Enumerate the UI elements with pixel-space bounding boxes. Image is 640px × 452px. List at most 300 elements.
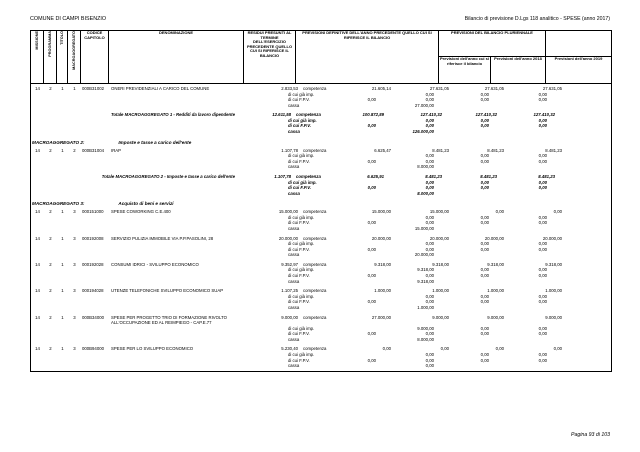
cell-residui: 9.352,97 [281,261,298,267]
cell-prev-2019: 0,00 [538,158,547,164]
cell-subrow-label: competenza [296,173,321,179]
cell-subrow-label: di cui F.P.V. [288,299,310,305]
cell-prev-2019: 0,00 [538,299,547,305]
cell-previsioni-definitive: 6.625,47 [374,147,391,153]
total-row [31,172,611,198]
cell-residui: 1.107,78 [274,173,291,179]
cell-prev-riferimento: 9.318,00 [417,267,434,273]
cell-prev-2018 [437,164,492,170]
cell-previsioni-definitive [328,305,379,311]
col-pluriennale: PREVISIONI DEL BILANCIO PLURIENNALE [439,31,546,57]
cell-previsioni-definitive: 0,00 [367,246,376,252]
cell-macroaggregato: 3 [73,346,76,352]
cell-prev-riferimento: 9.318,00 [432,261,449,267]
cell-prev-2018 [437,103,492,109]
cell-prev-riferimento: 0,00 [425,331,434,337]
header-right-title: Bilancio di previsione D.Lgs 118 analitico - SPESE (anno 2017) [464,16,610,22]
cell-prev-2019: 0,00 [538,97,547,103]
cell-titolo: 1 [61,209,64,215]
table-subrow [31,363,611,369]
header-left-title: COMUNE DI CAMPI BISENZIO [30,16,107,22]
table-row [31,313,611,345]
cell-prev-riferimento: 8.481,23 [432,147,449,153]
cell-previsioni-definitive: 0,00 [367,299,376,305]
cell-prev-2018 [437,305,492,311]
cell-prev-2019: 0,00 [538,123,547,129]
macroaggregato-heading-code: MACROAGGREGATO 3: [32,201,85,207]
cell-prev-2018: 0,00 [480,293,489,299]
cell-prev-riferimento: 0,00 [425,179,434,185]
cell-prev-riferimento: 0,00 [440,346,449,352]
cell-previsioni-definitive: 0,00 [382,346,391,352]
col-titolo: TITOLO [57,31,68,84]
cell-programma: 2 [49,235,52,241]
cell-subrow-label: di cui F.P.V. [288,185,311,191]
total-title: Totale MACROAGGREGATO 1 - Redditi da lavoro dipendente [110,112,235,118]
cell-prev-2018: 9.000,00 [487,314,504,320]
cell-prev-riferimento: 126.000,00 [412,129,434,135]
cell-prev-2018 [437,337,492,343]
cell-subrow-label: cassa [288,102,300,108]
cell-prev-riferimento: 0,00 [425,293,434,299]
cell-prev-2018: 0,00 [480,220,489,226]
macroaggregato-heading [31,198,611,207]
cell-prev-2018: 1.000,00 [487,288,504,294]
cell-prev-riferimento: 27.000,00 [414,102,434,108]
cell-previsioni-definitive: 0,00 [367,123,376,129]
cell-prev-2019 [492,164,550,170]
cell-previsioni-definitive: 27.000,00 [371,314,391,320]
cell-prev-riferimento: 0,00 [425,246,434,252]
cell-titolo: 1 [61,235,64,241]
macroaggregato-heading [31,137,611,146]
cell-previsioni-definitive: 9.318,00 [374,261,391,267]
cell-prev-2018 [437,252,492,258]
cell-prev-2019: 0,00 [538,246,547,252]
cell-subrow-label: cassa [288,190,300,196]
cell-programma: 2 [49,346,52,352]
cell-denominazione: SPESE PER PROGETTO TRIO DI FORMAZIONE RIVOLTO ALL'OCCUPAZIONE ED AL REIMPIEGO - CAP.E.77 [111,314,227,326]
cell-prev-2018: 0,00 [480,97,489,103]
cell-previsioni-definitive: 0,00 [367,97,376,103]
col-denominazione: DENOMINAZIONE [109,31,244,84]
cell-subrow-label: di cui già imp. [288,351,315,357]
cell-subrow-label: di cui già imp. [288,325,315,331]
cell-prev-riferimento: 8.000,00 [417,190,434,196]
col-macroaggregato: MACROAGGREGATO [68,31,81,84]
cell-prev-riferimento: 8.481,23 [425,173,442,179]
spacer-cell [31,363,286,369]
cell-macroaggregato: 3 [73,209,76,215]
cell-subrow-label: di cui già imp. [288,179,317,185]
cell-prev-2019: 9.000,00 [545,314,562,320]
spacer-cell [31,129,286,135]
cell-subrow-label: di cui F.P.V. [288,220,310,226]
cell-macroaggregato: 3 [73,235,76,241]
cell-denominazione: SERVIZIO PULIZIA IMMOBILE VIA P.P.PASOLINI, 28 [111,235,214,241]
table-subrow [31,337,611,343]
cell-prev-2018: 9.318,00 [487,261,504,267]
cell-prev-2018: 0,00 [480,117,489,123]
cell-prev-2019: 0,00 [538,117,547,123]
col-prev-2018: Previsioni dell'anno 2018 [491,57,546,84]
cell-prev-2019: 0,00 [538,179,547,185]
cell-residui: 1.107,25 [281,288,298,294]
cell-prev-2018: 0,00 [480,153,489,159]
cell-prev-2018 [437,226,492,232]
cell-codice-capitolo: 000B31004 [82,147,104,153]
table-row [31,84,611,110]
col-codice-capitolo: CODICE CAPITOLO [81,31,109,84]
cell-subrow-label: di cui F.P.V. [288,357,310,363]
cell-prev-2018 [437,191,492,197]
spacer-cell [31,103,286,109]
cell-prev-2018: 0,00 [495,209,504,215]
macroaggregato-heading-label: Imposte e tasse a carico dell'ente [118,139,192,145]
col-programma: PROGRAMMA [44,31,57,84]
spacer-cell [31,191,286,197]
cell-codice-capitolo: 000194028 [82,288,104,294]
table-row [31,146,611,172]
cell-denominazione: UTENZE TELEFONICHE SVILUPPO ECONOMICO SUAP [111,288,224,294]
cell-prev-riferimento: 0,00 [425,351,434,357]
cell-prev-2018 [437,129,492,135]
col-prev-riferimento: Previsioni dell'anno cui si riferisce il bilancio [439,57,491,84]
cell-macroaggregato: 3 [73,261,76,267]
cell-prev-2019: 0,00 [538,185,547,191]
cell-prev-2019: 27.631,05 [542,86,562,91]
cell-residui: 2.833,53 [281,86,298,91]
cell-subrow-label: di cui già imp. [288,91,315,97]
table-row [31,286,611,312]
cell-previsioni-definitive: 15.000,00 [371,209,391,215]
cell-missione: 14 [35,86,40,91]
cell-subrow-label: competenza [303,147,327,153]
cell-subrow-label: competenza [303,209,327,215]
cell-subrow-label: di cui già imp. [288,241,315,247]
cell-prev-2018: 0,00 [480,331,489,337]
cell-previsioni-definitive: 0,00 [367,185,376,191]
cell-prev-2019 [492,337,550,343]
cell-previsioni-definitive: 0,00 [367,357,376,363]
cell-previsioni-definitive [328,191,379,197]
cell-subrow-label: di cui F.P.V. [288,273,310,279]
cell-subrow-label: cassa [288,252,300,258]
cell-residui: 20.000,00 [278,235,298,241]
cell-prev-riferimento: 15.000,00 [429,209,449,215]
cell-prev-2019: 8.481,23 [545,147,562,153]
cell-subrow-label: di cui già imp. [288,267,315,273]
cell-subrow-label: cassa [288,129,300,135]
cell-prev-2018: 0,00 [480,325,489,331]
table-row [31,344,611,370]
cell-subrow-label: di cui F.P.V. [288,97,310,103]
cell-macroaggregato: 3 [73,288,76,294]
table-row [31,234,611,260]
cell-prev-riferimento: 0,00 [425,299,434,305]
cell-subrow-label: competenza [303,314,327,320]
cell-prev-2018: 27.631,05 [484,86,504,91]
table-body [30,84,612,372]
cell-prev-riferimento: 1.000,00 [432,288,449,294]
macroaggregato-heading-code: MACROAGGREGATO 2: [32,139,85,145]
cell-previsioni-definitive: 0,00 [367,158,376,164]
table-row [31,207,611,233]
total-row [31,110,611,136]
cell-prev-2018: 0,00 [480,267,489,273]
cell-programma: 2 [49,147,52,153]
spacer-cell [31,305,286,311]
table-subrow [31,279,611,285]
cell-prev-riferimento: 9.000,00 [417,325,434,331]
cell-residui: 5.230,40 [281,346,298,352]
cell-residui: 9.000,00 [281,314,298,320]
cell-prev-riferimento: 0,00 [425,158,434,164]
cell-prev-2018 [437,279,492,285]
cell-prev-2019: 0,00 [538,357,547,363]
cell-prev-2018 [437,363,492,369]
cell-subrow-label: di cui F.P.V. [288,331,310,337]
cell-macroaggregato: 2 [73,147,76,153]
cell-previsioni-definitive [328,103,379,109]
total-title: Totale MACROAGGREGATO 2 - Imposte e tasse a carico dell'ente [101,173,235,179]
cell-macroaggregato: 1 [73,86,76,91]
cell-prev-2018: 8.481,23 [480,173,497,179]
cell-prev-riferimento: 20.000,00 [414,252,434,258]
cell-prev-riferimento: 0,00 [425,117,434,123]
cell-prev-2019 [492,129,550,135]
cell-previsioni-definitive: 0,00 [367,273,376,279]
macroaggregato-heading-label: Acquisto di beni e servizi [118,201,174,207]
cell-prev-2018: 0,00 [495,346,504,352]
cell-prev-2019: 0,00 [538,351,547,357]
cell-prev-2019 [492,279,550,285]
table-head [30,30,612,84]
cell-subrow-label: di cui F.P.V. [288,246,310,252]
cell-previsioni-definitive: 0,00 [367,220,376,226]
cell-prev-riferimento: 0,00 [425,97,434,103]
cell-prev-2018: 0,00 [480,214,489,220]
col-pluriennale-spacer [546,31,612,57]
cell-previsioni-definitive: 20.000,00 [371,235,391,241]
cell-codice-capitolo: 000192008 [82,235,104,241]
cell-prev-riferimento: 20.000,00 [429,235,449,241]
table-subrow [31,226,611,232]
cell-denominazione: ONERI PREVIDENZIALI A CARICO DEL COMUNE [111,86,210,91]
cell-subrow-label: di cui F.P.V. [288,158,310,164]
cell-prev-riferimento: 0,00 [425,153,434,159]
cell-previsioni-definitive [328,279,379,285]
cell-prev-2019: 20.000,00 [542,235,562,241]
cell-programma: 2 [49,209,52,215]
cell-subrow-label: di cui già imp. [288,117,317,123]
cell-denominazione: SPESE PER LO SVILUPPO ECONOMICO [111,346,194,352]
table-subrow [31,129,611,135]
cell-missione: 14 [35,288,40,294]
cell-prev-2019: 0,00 [553,346,562,352]
cell-prev-2019 [492,252,550,258]
cell-subrow-label: di cui F.P.V. [288,123,311,129]
cell-prev-2019: 0,00 [538,153,547,159]
table-subrow [31,315,611,326]
cell-prev-2018: 0,00 [480,351,489,357]
col-previsioni-definitive: PREVISIONI DEFINITIVE DELL'ANNO PRECEDENTE QUELLO CUI SI RIFERISCE IL BILANCIO [296,31,439,84]
cell-prev-riferimento: 1.000,00 [417,304,434,310]
cell-missione: 14 [35,235,40,241]
cell-prev-2019: 0,00 [538,241,547,247]
cell-subrow-label: di cui già imp. [288,153,315,159]
cell-missione: 14 [35,147,40,153]
cell-prev-2018: 0,00 [480,158,489,164]
cell-prev-2018: 0,00 [480,273,489,279]
cell-previsioni-definitive [328,164,379,170]
cell-programma: 2 [49,314,52,320]
spacer-cell [31,252,286,258]
cell-prev-2018: 127.410,32 [475,112,497,118]
cell-prev-2019: 0,00 [538,220,547,226]
cell-residui: 12.611,58 [272,112,291,118]
cell-subrow-label: competenza [296,112,321,118]
cell-programma: 2 [49,86,52,91]
cell-prev-2019 [492,103,550,109]
cell-prev-2018: 8.481,23 [487,147,504,153]
cell-previsioni-definitive: 0,00 [367,331,376,337]
cell-prev-2019: 0,00 [553,209,562,215]
cell-subrow-label: di cui già imp. [288,293,315,299]
cell-previsioni-definitive [328,363,379,369]
table-row [31,260,611,286]
cell-prev-riferimento: 8.000,00 [417,336,434,342]
cell-prev-2019 [492,363,550,369]
cell-codice-capitolo: 000B34000 [82,314,104,320]
cell-subrow-label: competenza [303,86,327,91]
cell-subrow-label: cassa [288,363,300,369]
cell-titolo: 1 [61,147,64,153]
cell-prev-2018: 0,00 [480,299,489,305]
cell-previsioni-definitive: 100.872,89 [362,112,384,118]
cell-prev-2019: 0,00 [538,91,547,97]
cell-prev-2019 [492,226,550,232]
cell-subrow-label: competenza [303,261,327,267]
cell-prev-riferimento: 0,00 [425,214,434,220]
cell-prev-2018: 0,00 [480,241,489,247]
cell-subrow-label: cassa [288,225,300,231]
cell-titolo: 1 [61,346,64,352]
cell-prev-riferimento: 9.318,00 [417,278,434,284]
cell-programma: 2 [49,261,52,267]
col-prev-2019: Previsioni dell'anno 2019 [546,57,612,84]
spacer-cell [31,226,286,232]
cell-prev-2018: 0,00 [480,357,489,363]
cell-codice-capitolo: 000192028 [82,261,104,267]
cell-prev-2019: 0,00 [538,293,547,299]
cell-prev-2018: 20.000,00 [484,235,504,241]
cell-prev-2018: 0,00 [480,123,489,129]
table-subrow [31,191,611,197]
cell-prev-riferimento: 0,00 [425,91,434,97]
cell-prev-2019: 9.318,00 [545,261,562,267]
cell-subrow-label: competenza [303,288,327,294]
cell-prev-riferimento: 0,00 [425,273,434,279]
cell-denominazione: CONSUMI IDRICI - SVILUPPO ECONOMICO [111,261,199,267]
cell-missione: 14 [35,209,40,215]
cell-prev-2019: 1.000,00 [545,288,562,294]
cell-prev-riferimento: 9.000,00 [432,314,449,320]
table-subrow [31,164,611,170]
cell-previsioni-definitive: 1.000,00 [374,288,391,294]
cell-previsioni-definitive: 6.625,91 [367,173,384,179]
cell-prev-riferimento: 8.000,00 [417,164,434,170]
cell-previsioni-definitive [328,129,379,135]
cell-prev-2019 [492,305,550,311]
cell-prev-2018: 0,00 [480,91,489,97]
cell-prev-riferimento: 0,00 [425,220,434,226]
cell-previsioni-definitive: 21.605,14 [371,86,391,91]
col-residui: RESIDUI PRESUNTI AL TERMINE DELL'ESERCIZIO PRECEDENTE QUELLO CUI SI RIFERISCE IL BILANCIO [244,31,296,84]
cell-prev-riferimento: 127.410,32 [420,112,442,118]
cell-subrow-label: competenza [303,346,327,352]
page-header [30,16,610,22]
cell-missione: 14 [35,346,40,352]
cell-prev-riferimento: 0,00 [425,123,434,129]
cell-codice-capitolo: 000151000 [82,209,104,215]
cell-titolo: 1 [61,288,64,294]
cell-prev-riferimento: 0,00 [425,363,434,369]
cell-subrow-label: competenza [303,235,327,241]
cell-programma: 2 [49,288,52,294]
cell-titolo: 1 [61,261,64,267]
cell-residui: 15.000,00 [278,209,298,215]
cell-subrow-label: cassa [288,164,300,170]
cell-missione: 14 [35,261,40,267]
spacer-cell [31,337,286,343]
cell-prev-riferimento: 0,00 [425,357,434,363]
cell-codice-capitolo: 000B31002 [82,86,104,91]
cell-prev-2018: 0,00 [480,179,489,185]
table-subrow [31,305,611,311]
cell-residui: 1.107,78 [281,147,298,153]
cell-prev-2018: 0,00 [480,246,489,252]
col-missione: MISSIONE [31,31,44,84]
cell-prev-2018: 0,00 [480,185,489,191]
cell-subrow-label: cassa [288,336,300,342]
cell-prev-2019: 0,00 [538,267,547,273]
cell-prev-2019 [492,191,550,197]
cell-prev-2019: 0,00 [538,325,547,331]
cell-prev-riferimento: 0,00 [425,185,434,191]
cell-macroaggregato: 3 [73,314,76,320]
cell-prev-2019: 0,00 [538,273,547,279]
cell-denominazione: SPESE COWORKING C.E.400 [111,209,171,215]
cell-subrow-label: di cui già imp. [288,214,315,220]
cell-codice-capitolo: 000B94000 [82,346,104,352]
table-subrow [31,103,611,109]
cell-subrow-label: cassa [288,304,300,310]
cell-prev-riferimento: 15.000,00 [414,225,434,231]
cell-titolo: 1 [61,86,64,91]
cell-prev-riferimento: 27.631,05 [429,86,449,91]
table-subrow [31,252,611,258]
spacer-cell [31,164,286,170]
page-footer: Pagina 93 di 103 [571,432,610,438]
cell-subrow-label: cassa [288,278,300,284]
spacer-cell [31,279,286,285]
cell-previsioni-definitive [328,226,379,232]
cell-prev-2019: 8.481,23 [538,173,555,179]
cell-prev-2019: 127.410,32 [533,112,555,118]
cell-missione: 14 [35,314,40,320]
cell-denominazione: IRAP [111,147,122,153]
